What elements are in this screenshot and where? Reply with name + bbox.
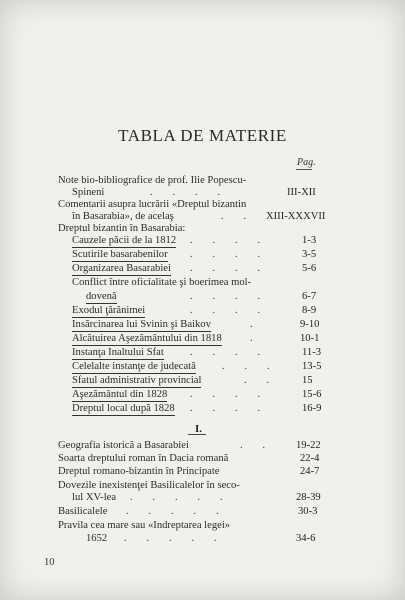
toc-entry-page: 16-9 (302, 403, 322, 414)
toc-entry-text: Instanţa Inaltului Sfat (72, 347, 164, 358)
toc-entry-page: 5-6 (302, 263, 317, 274)
leader-dots: . . . . (190, 305, 260, 316)
leader-dots: . . . . (190, 403, 260, 414)
leader-dots: . . . . (190, 249, 260, 260)
page-title: TABLA DE MATERIE (118, 126, 287, 145)
toc-entry-page: 28-39 (296, 492, 321, 503)
toc-entry-page: III-XII (287, 187, 316, 198)
leader-dots: . . . . . (124, 533, 217, 544)
leader-dots: . (250, 319, 253, 330)
leader-dots: . . (221, 211, 246, 222)
toc-entry-text: Pravila cea mare sau «Indreptarea legei» (58, 520, 231, 531)
leader-dots: . . . . (190, 291, 260, 302)
leader-dots: . . (240, 440, 265, 451)
toc-entry-page: 10-1 (300, 333, 320, 344)
toc-entry-text: Conflict între oficialitate şi boerimea mol- (72, 277, 252, 288)
toc-entry-text: Dreptul romano-bizantin în Principate (58, 466, 220, 477)
toc-entry-text: Sfatul administrativ provincial (72, 375, 202, 386)
leader-dots: . . . . . (130, 492, 223, 503)
toc-entry-text: Dreptul local după 1828 (72, 403, 175, 414)
leader-dots: . . . . (190, 389, 260, 400)
toc-entry-text: Dreptul bizantin în Basarabia: (58, 223, 186, 234)
toc-entry-text: Cauzele păcii de la 1812 (72, 235, 177, 246)
toc-entry-text: în Basarabia», de acelaş (72, 211, 174, 222)
leader-dots: . . . . (190, 347, 260, 358)
toc-entry-text: lul XV-lea (72, 492, 117, 503)
toc-entry-text: Comentarii asupra lucrării «Dreptul bizantin (58, 199, 247, 210)
toc-entry-text: Alcătuirea Aşezământului din 1818 (72, 333, 222, 344)
toc-entry-text: Insărcinarea lui Svinin şi Baikov (72, 319, 211, 330)
leader-dots: . . . . (190, 263, 260, 274)
leader-dots: . . (244, 375, 269, 386)
toc-entry-page: 8-9 (302, 305, 317, 316)
toc-entry-text: Geografia istorică a Basarabiei (58, 440, 189, 451)
leader-dots: . . . . (150, 187, 220, 198)
leader-dots: . . . . (190, 235, 260, 246)
toc-entry-page: 19-22 (296, 440, 321, 451)
leader-dots: . . . . . (126, 506, 219, 517)
toc-entry-text: 1652 (86, 533, 108, 544)
section-marker: I. (195, 423, 203, 435)
toc-entry-page: 34-6 (296, 533, 316, 544)
toc-entry-text: dovenă (86, 291, 117, 302)
pag-column-label: Pag. (297, 157, 316, 168)
toc-entry-page: 15 (302, 375, 313, 386)
toc-entry-text: Dovezile inexistenţei Basilicalelor în seco- (58, 480, 240, 491)
toc-entry-page: 1-3 (302, 235, 317, 246)
toc-entry-page: 30-3 (298, 506, 318, 517)
pag-underline (296, 169, 312, 170)
toc-entry-text: Celelalte instanţe de judecată (72, 361, 196, 372)
toc-entry-text: Exodul ţărănimei (72, 305, 146, 316)
toc-entry-text: Organizarea Basarabiei (72, 263, 171, 274)
toc-entry-page: 11-3 (302, 347, 322, 358)
toc-entry-page: 13-5 (302, 361, 322, 372)
toc-entry-text: Scutirile basarabenilor (72, 249, 168, 260)
toc-entry-page: 15-6 (302, 389, 322, 400)
section-underline (188, 434, 206, 435)
toc-entry-page: XIII-XXXVII (266, 211, 326, 222)
toc-entry-page: 9-10 (300, 319, 320, 330)
toc-entry-text: Note bio-bibliografice de prof. Ilie Popescu- (58, 175, 247, 186)
toc-entry-page: 24-7 (300, 466, 320, 477)
toc-entry-page: 3-5 (302, 249, 317, 260)
leader-dots: . (250, 333, 253, 344)
leader-dots: . . . (222, 361, 270, 372)
toc-entry-text: Aşezământul din 1828 (72, 389, 168, 400)
toc-entry-page: 22-4 (300, 453, 320, 464)
page-number: 10 (44, 557, 55, 568)
toc-entry-text: Spineni (72, 187, 105, 198)
toc-entry-text: Basilicalele (58, 506, 108, 517)
toc-entry-text: Soarta dreptului roman în Dacia romană (58, 453, 229, 464)
toc-entry-page: 6-7 (302, 291, 317, 302)
